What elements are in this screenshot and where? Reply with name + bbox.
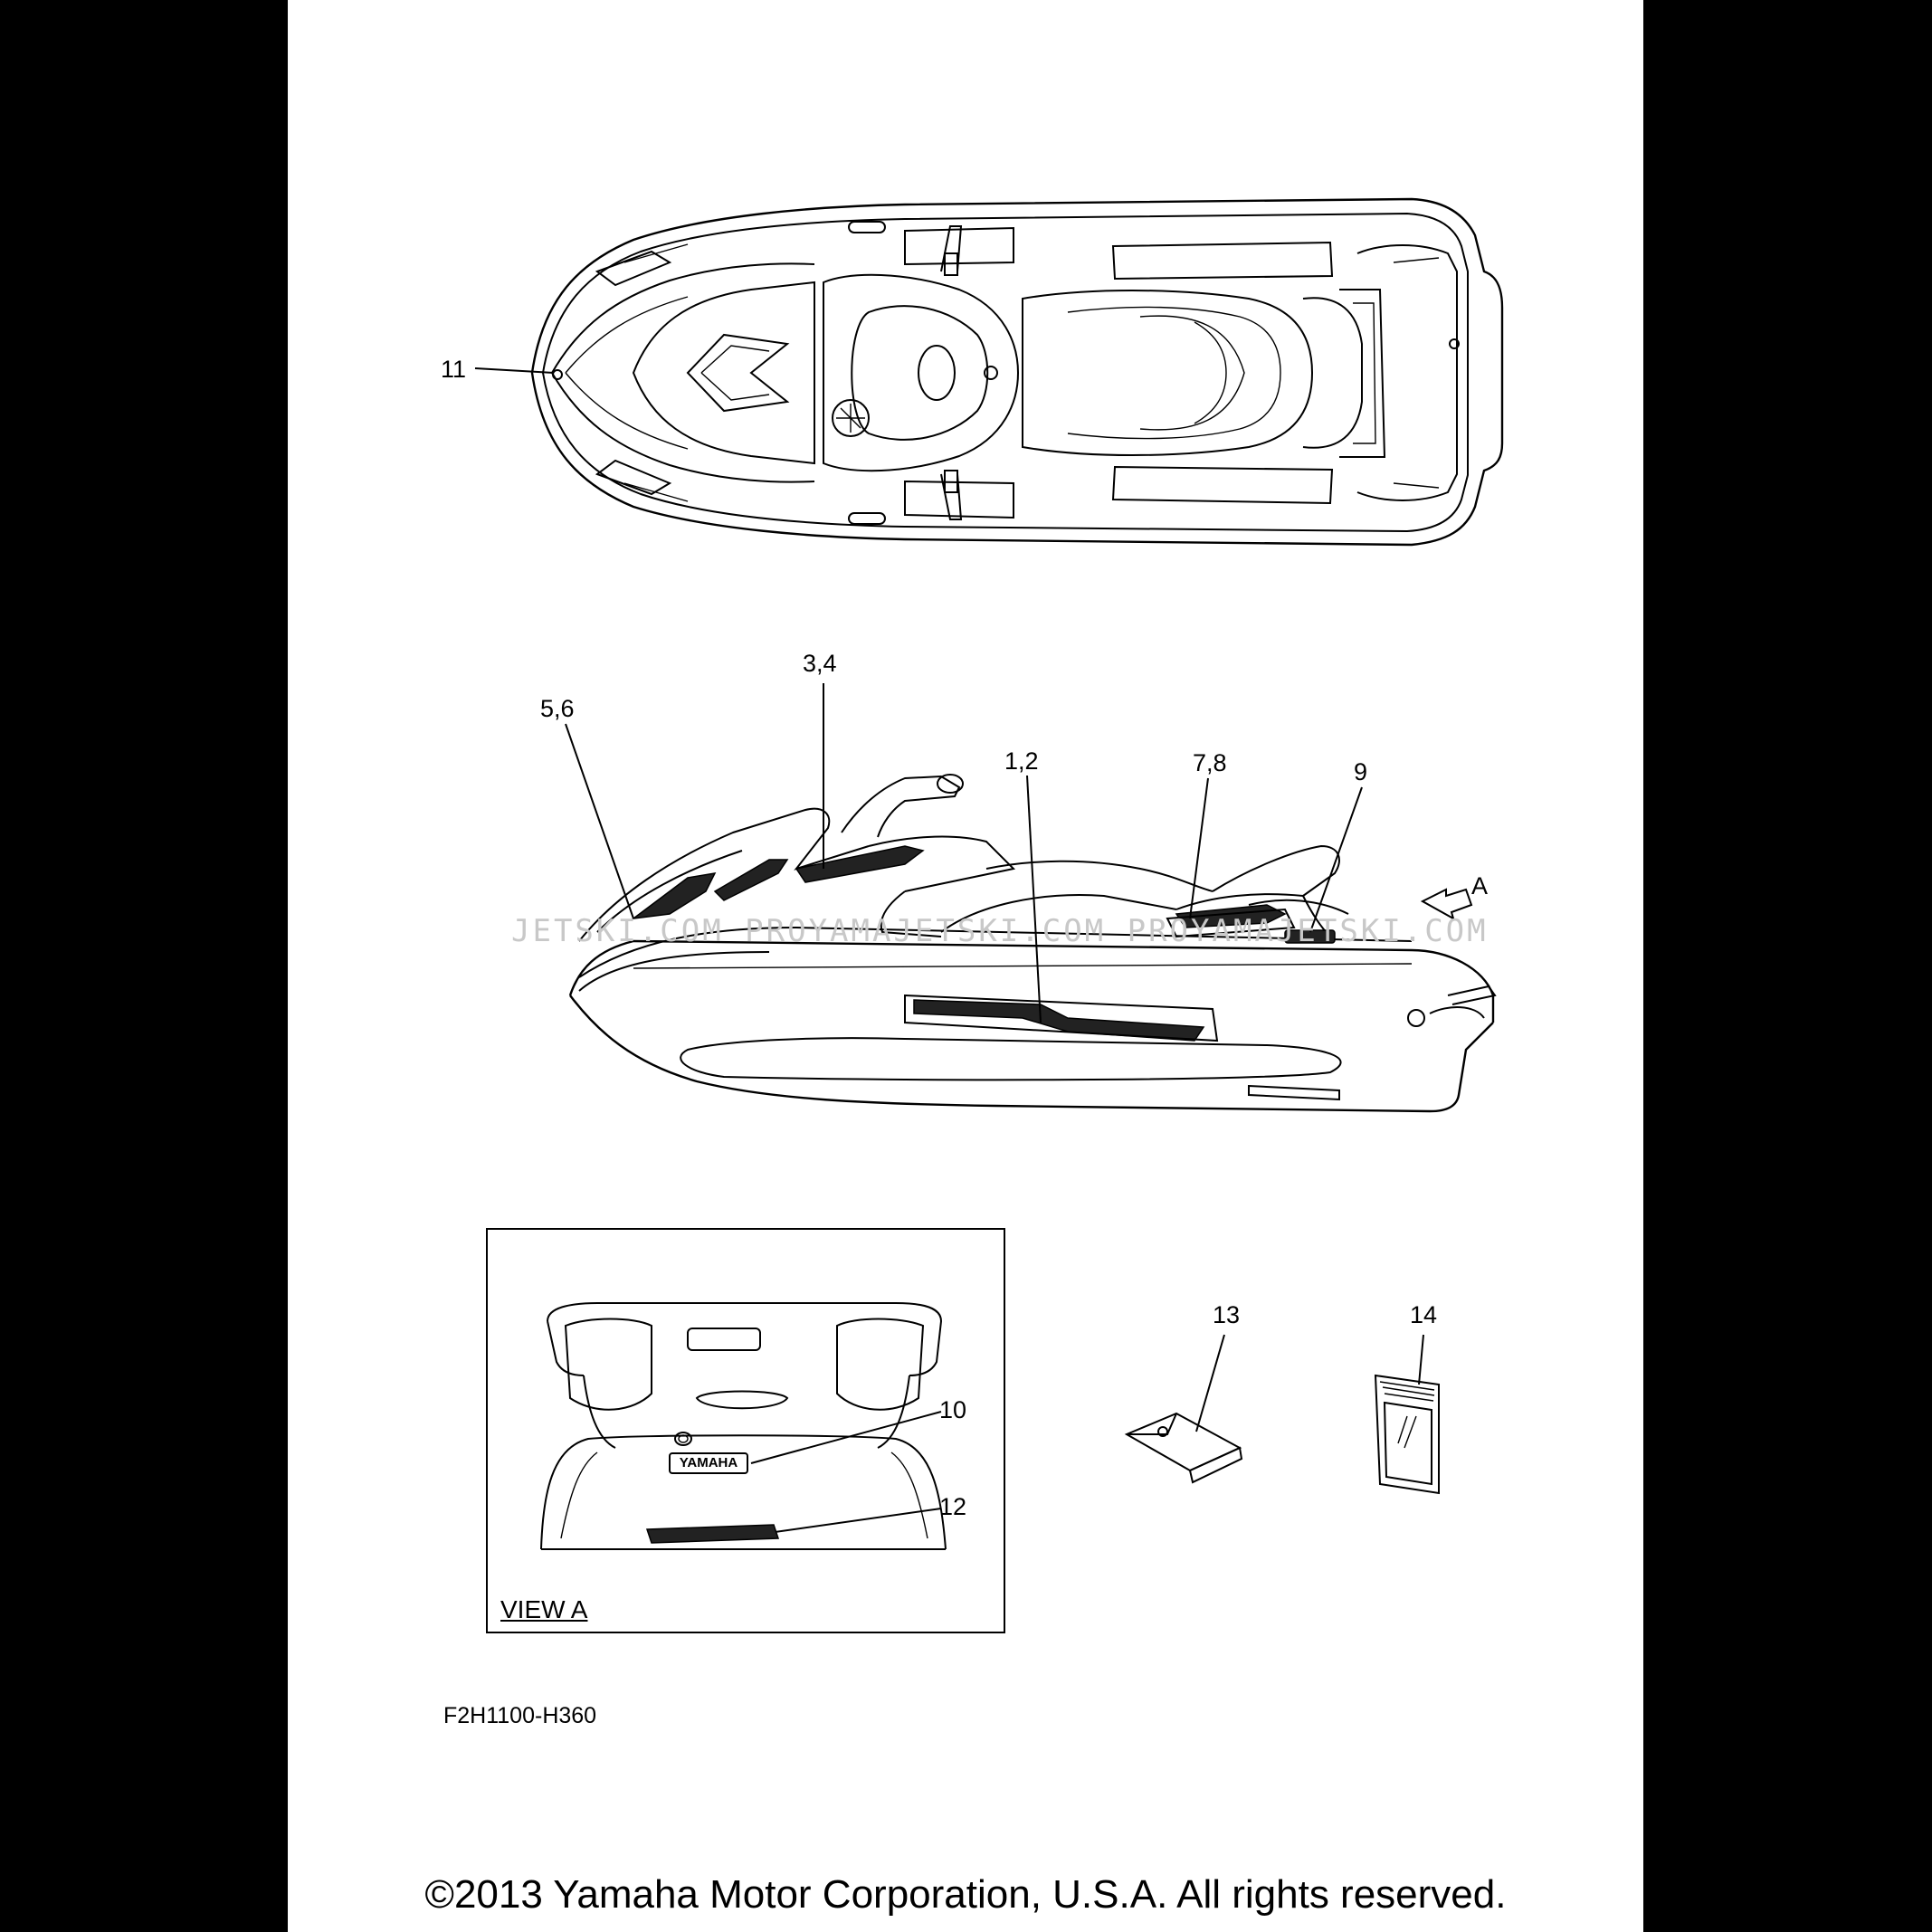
callout-5-6: 5,6 (540, 695, 575, 722)
callout-1-2: 1,2 (1004, 747, 1039, 775)
callout-11: 11 (441, 356, 467, 383)
part-code: F2H1100-H360 (443, 1703, 597, 1728)
view-a-panel (487, 1229, 1004, 1632)
callout-10: 10 (939, 1396, 967, 1423)
callout-a: A (1471, 872, 1489, 899)
item-14-manual-bag (1375, 1375, 1439, 1493)
callout-14: 14 (1410, 1301, 1438, 1328)
yamaha-decal-text: YAMAHA (679, 1455, 738, 1470)
watermark: JETSKI.COM PROYAMAJETSKI.COM PROYAMAJETSKI.COM (511, 913, 1489, 949)
callout-13: 13 (1213, 1301, 1241, 1328)
view-a-label: VIEW A (500, 1595, 588, 1623)
item-13-pouch (1127, 1413, 1242, 1482)
callout-3-4: 3,4 (803, 650, 837, 677)
callout-7-8: 7,8 (1193, 749, 1227, 776)
top-view-watercraft (532, 199, 1502, 545)
callout-9: 9 (1354, 758, 1368, 785)
callout-12: 12 (939, 1493, 967, 1520)
copyright-notice: ©2013 Yamaha Motor Corporation, U.S.A. All rights reserved. (424, 1872, 1507, 1917)
